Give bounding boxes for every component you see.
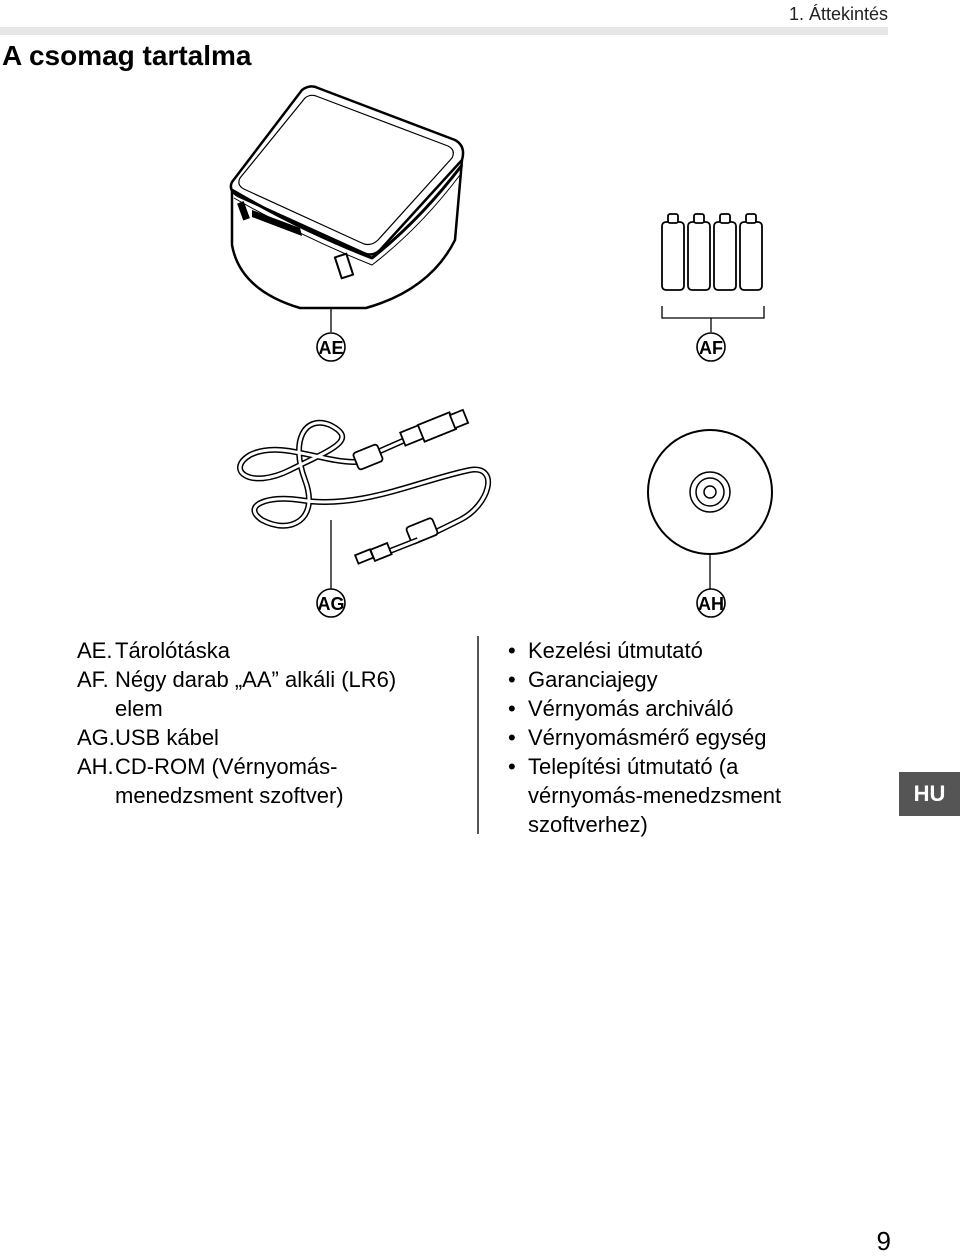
callout-af (697, 333, 725, 361)
item-text: CD-ROM (Vérnyomás- menedzsment szoftver) (115, 754, 344, 808)
svg-text:AH: AH (698, 594, 724, 614)
extra-text: Kezelési útmutató (528, 638, 703, 663)
list-item (508, 723, 781, 752)
extra-text: Vérnyomás archiváló (528, 696, 734, 721)
bullet: • (508, 638, 516, 663)
callout-ag (317, 589, 345, 617)
contents-list (77, 636, 396, 810)
item-text: Négy darab „AA” alkáli (LR6) elem (115, 667, 397, 721)
chapter-label: 1. Áttekintés (788, 4, 888, 24)
item-code: AG. (77, 725, 115, 750)
page-number: 9 (876, 1226, 891, 1256)
bullet: • (508, 667, 516, 692)
item-code: AE. (77, 638, 113, 663)
column-divider (477, 636, 479, 834)
language-tab: HU (899, 772, 960, 816)
svg-text:AE: AE (318, 338, 344, 358)
cd-rom-illustration (648, 430, 772, 554)
usb-cable-illustration (240, 410, 488, 564)
item-code: AF. (77, 667, 109, 692)
list-item (77, 723, 396, 752)
list-item (77, 752, 396, 810)
extra-text: Telepítési útmutató (a vérnyomás-menedzsment szoftverhez) (528, 754, 782, 837)
list-item (508, 665, 781, 694)
extra-text: Vérnyomásmérő egység (528, 725, 767, 750)
item-text: USB kábel (115, 725, 219, 750)
item-code: AH. (77, 754, 114, 779)
list-item (508, 752, 781, 839)
item-text: Tárolótáska (115, 638, 230, 663)
storage-case-illustration (231, 86, 463, 308)
callout-bracket-af (662, 306, 764, 332)
bullet: • (508, 754, 516, 779)
list-item (77, 636, 396, 665)
svg-text:AG: AG (317, 594, 345, 614)
battery-illustration (662, 214, 762, 290)
bullet: • (508, 696, 516, 721)
page-title: A csomag tartalma (2, 40, 252, 71)
list-item (508, 636, 781, 665)
list-item (77, 665, 396, 723)
bullet: • (508, 725, 516, 750)
extras-list (508, 636, 781, 839)
svg-text:AF: AF (699, 338, 723, 358)
callout-ah (697, 589, 725, 617)
callout-ae (317, 333, 345, 361)
list-item (508, 694, 781, 723)
extra-text: Garanciajegy (528, 667, 658, 692)
